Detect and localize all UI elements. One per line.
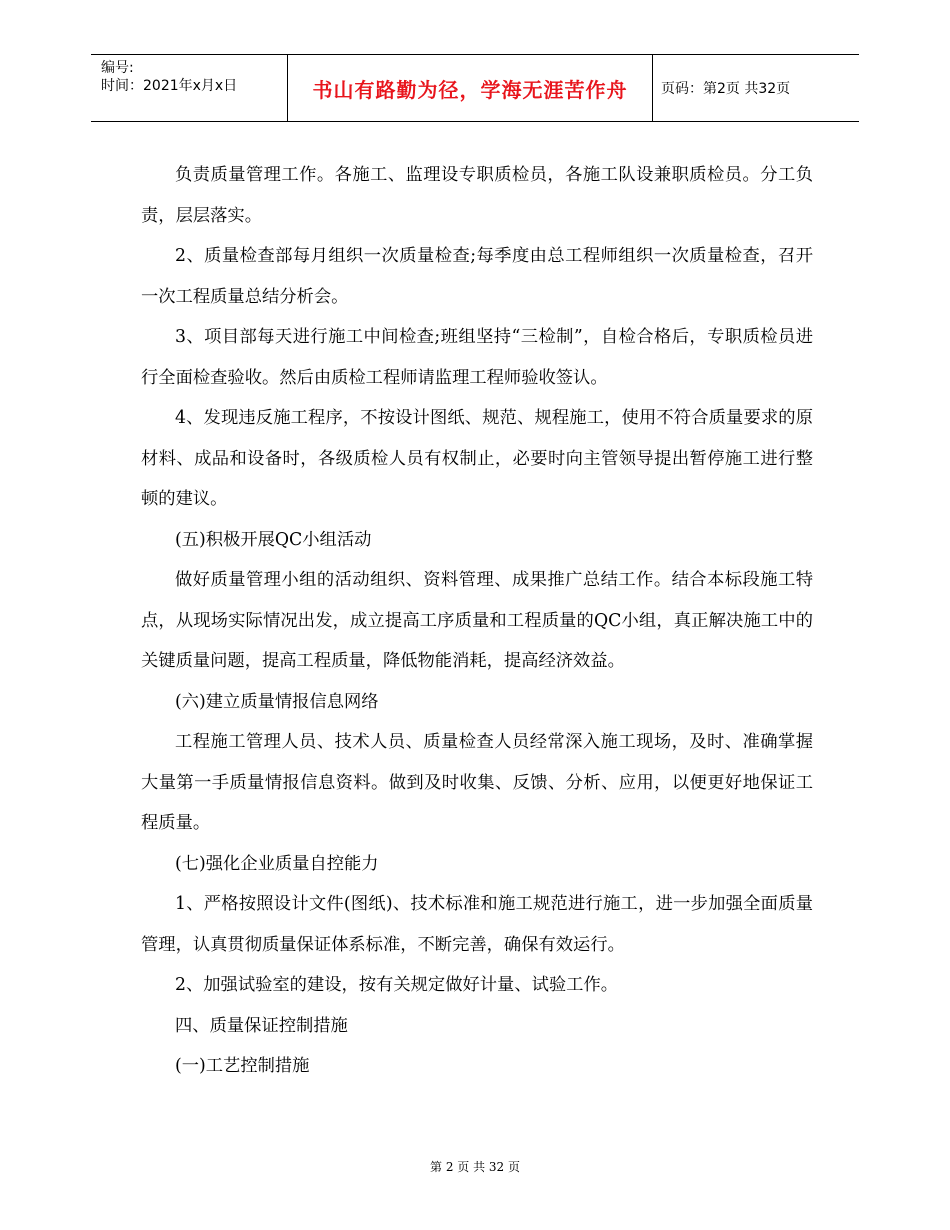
header-page-info: 页码：第2页 共32页	[661, 81, 791, 97]
header-motto: 书山有路勤为径，学海无涯苦作舟	[287, 55, 653, 121]
paragraph: 1、严格按照设计文件(图纸)、技术标准和施工规范进行施工，进一步加强全面质量管理，认真贯彻质量保证体系标准，不断完善，确保有效运行。	[141, 894, 813, 955]
paragraph: 负责质量管理工作。各施工、监理设专职质检员，各施工队设兼职质检员。分工负责，层层落实。	[141, 165, 813, 226]
page-header	[91, 54, 859, 122]
section-heading: (五)积极开展QC小组活动	[175, 529, 372, 550]
header-meta	[101, 59, 237, 95]
section-heading: (六)建立质量情报信息网络	[175, 691, 379, 712]
code-label: 编号:	[101, 60, 134, 76]
paragraph: 4、发现违反施工程序，不按设计图纸、规范、规程施工，使用不符合质量要求的原材料、成品和设备时，各级质检人员有权制止，必要时向主管领导提出暂停施工进行整顿的建议。	[141, 408, 813, 509]
section-heading: (七)强化企业质量自控能力	[175, 853, 379, 874]
paragraph: 3、项目部每天进行施工中间检查;班组坚持“三检制”，自检合格后，专职质检员进行全面检查验收。然后由质检工程师请监理工程师验收签认。	[141, 327, 813, 388]
paragraph: 做好质量管理小组的活动组织、资料管理、成果推广总结工作。结合本标段施工特点，从现场实际情况出发，成立提高工序质量和工程质量的QC小组，真正解决施工中的关键质量问题，提高工程质量，降低物能消耗，提高经济效益。	[141, 570, 813, 671]
paragraph: 工程施工管理人员、技术人员、质量检查人员经常深入施工现场，及时、准确掌握大量第一手质量情报信息资料。做到及时收集、反馈、分析、应用，以便更好地保证工程质量。	[141, 732, 813, 833]
section-heading: (一)工艺控制措施	[175, 1056, 310, 1076]
time-label: 时间：2021年x月x日	[101, 78, 238, 94]
paragraph: 2、质量检查部每月组织一次质量检查;每季度由总工程师组织一次质量检查，召开一次工程质量总结分析会。	[141, 246, 813, 307]
section-heading: 四、质量保证控制措施	[175, 1015, 348, 1036]
document-body	[141, 155, 813, 1087]
paragraph: 2、加强试验室的建设，按有关规定做好计量、试验工作。	[175, 975, 619, 995]
page-footer: 第 2 页 共 32 页	[430, 1160, 520, 1174]
